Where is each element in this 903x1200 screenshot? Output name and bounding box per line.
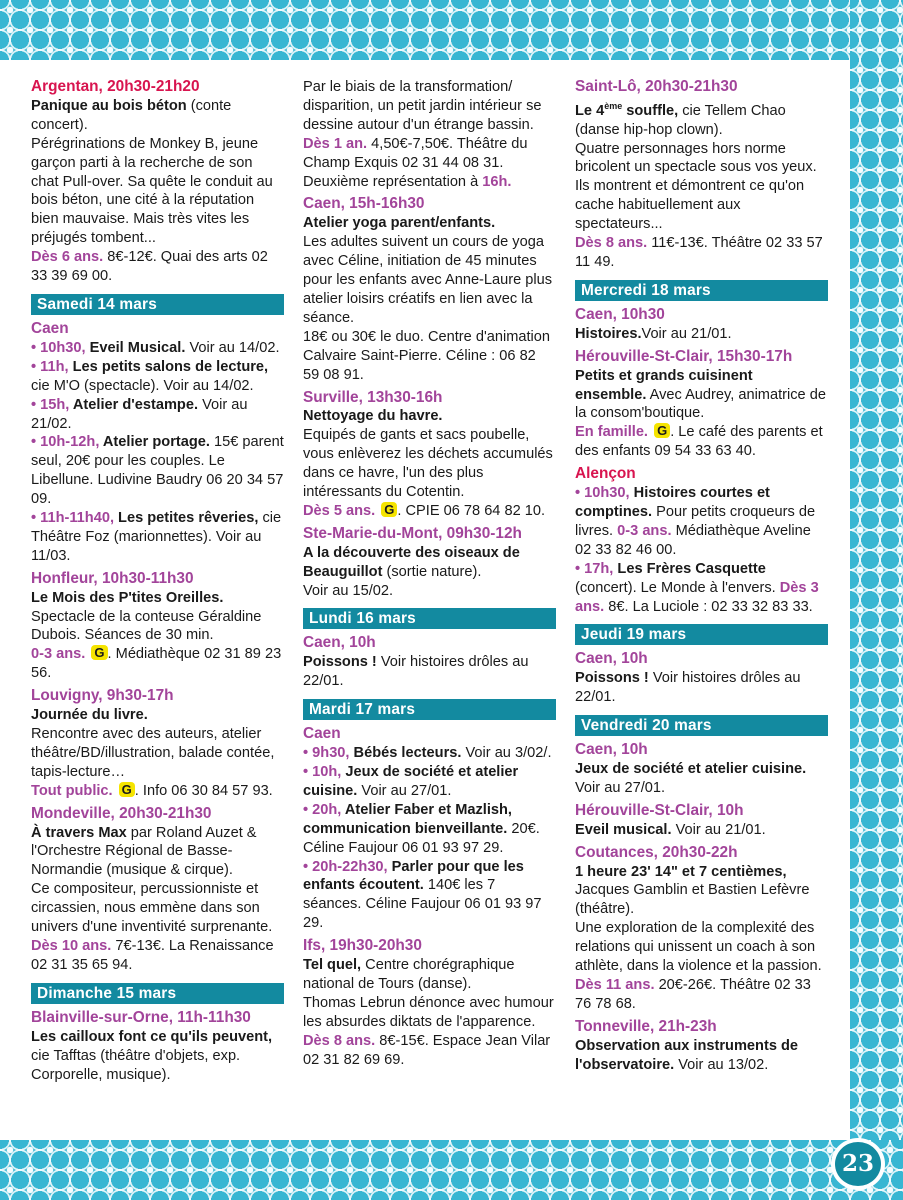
event-place: Hérouville-St-Clair, 15h30-17h [575,347,793,365]
g-badge-icon: G [119,782,135,797]
event-place: Hérouville-St-Clair, 10h [575,801,744,819]
event-place: Caen [31,319,69,337]
event-mondeville: Mondeville, 20h30-21h30 À travers Max par Roland Auzet & l'Orchestre Régional de Basse-Normandie (musique & cirque). Ce compositeur, percussionniste et circassien, nous emmène dans son univers d'une inventivité surprenante. Dès 10 ans. 7€-13€. La Renaissance 02 31 35 65 94. [31,805,284,975]
event-place: Caen, 10h [575,741,648,759]
event-place: Surville, 13h30-16h [303,388,443,406]
event-herouville-vendredi: Hérouville-St-Clair, 10h Eveil musical. Voir au 21/01. [575,802,828,840]
event-caen-mercredi: Caen, 10h30 Histoires.Voir au 21/01. [575,306,828,344]
agenda-column-3 [575,78,828,1079]
event-coutances: Coutances, 20h30-22h 1 heure 23' 14" et 7 centièmes, Jacques Gamblin et Bastien Lefèvre (théâtre). Une exploration de la complexité des relations qui unissent un coach à son athlète, dans la violence et la passion. Dès 11 ans. 20€-26€. Théâtre 02 33 76 78 68. [575,844,828,1014]
event-continued: Par le biais de la transformation/ disparition, un petit jardin intérieur se dessine autour d'un étrange bassin. Dès 1 an. 4,50€-7,50€. Théâtre du Champ Exquis 02 31 44 08 31. Deuxième représentation à 16h. [303,79,542,190]
event-caen-lundi: Caen, 10h Poissons ! Voir histoires drôles au 22/01. [303,634,556,691]
event-place: Alençon [575,465,636,483]
event-caen-samedi: Caen • 10h30, Eveil Musical. Voir au 14/02. • 11h, Les petits salons de lecture, cie M'O (spectacle). Voir au 14/02. • 15h, Atelier d'estampe. Voir au 21/02. • 10h-12h, Atelier portage. 15€ parent seul, 20€ pour les couples. Le Libellune. Ludivine Baudry 06 20 34 57 09. • 11h-11h40, Les petites rêveries, cie Théâtre Foz (marionnettes). Voir au 11/03. [31,319,284,564]
day-header-vendredi: Vendredi 20 mars [575,715,828,736]
event-place: Caen, 10h [303,634,376,652]
event-place: Ste-Marie-du-Mont, 09h30-12h [303,524,522,542]
event-surville: Surville, 13h30-16h Nettoyage du havre. Equipés de gants et sacs poubelle, vous enlèverez les déchets accumulés dans ce havre, l'un des plus intéressants du Cotentin. Dès 5 ans. G . CPIE 06 78 64 82 10. [303,389,556,521]
g-badge-icon: G [381,502,397,517]
event-argentan: Argentan, 20h30-21h20 Panique au bois béton (conte concert). Pérégrinations de Monkey B, jeune garçon parti à la recherche de son chat Pull-over. Sa quête le conduit au bois béton, une cité à la réputation bien mauvaise. Mais très vites les préjugés tombent... Dès 6 ans. 8€-12€. Quai des arts 02 33 39 69 00. [31,78,284,286]
event-louvigny: Louvigny, 9h30-17h Journée du livre. Rencontre avec des auteurs, atelier théâtre/BD/illustration, balade contée, tapis-lecture… Tout public. G . Info 06 30 84 57 93. [31,687,284,800]
day-header-jeudi: Jeudi 19 mars [575,624,828,645]
event-tonneville: Tonneville, 21h-23h Observation aux instruments de l'observatoire. Voir au 13/02. [575,1018,828,1075]
event-place: Mondeville, 20h30-21h30 [31,804,212,822]
decorative-border-bottom [0,1140,903,1200]
event-caen-yoga: Caen, 15h-16h30 Atelier yoga parent/enfants. Les adultes suivent un cours de yoga avec Céline, initiation de 45 minutes pour les enfants avec Anne-Laure plus atelier loisirs créatifs en lien avec la séance. 18€ ou 30€ le duo. Centre d'animation Calvaire Saint-Pierre. Céline : 06 82 59 08 91. [303,195,556,384]
event-alencon: Alençon • 10h30, Histoires courtes et comptines. Pour petits croqueurs de livres. 0-3 ans. Médiathèque Aveline 02 33 82 46 00. • 17h, Les Frères Casquette (concert). Le Monde à l'envers. Dès 3 ans. 8€. La Luciole : 02 33 32 83 33. [575,465,828,616]
event-place: Argentan, 20h30-21h20 [31,78,200,95]
event-place: Caen [303,725,341,743]
event-place: Saint-Lô, 20h30-21h30 [575,78,738,95]
event-herouville-mercredi: Hérouville-St-Clair, 15h30-17h Petits et grands cuisinent ensemble. Avec Audrey, animatrice de la consom'boutique. En famille. G . Le café des parents et des enfants 09 54 33 63 40. [575,348,828,461]
agenda-column-1 [31,78,284,1088]
event-saint-lo: Saint-Lô, 20h30-21h30 Le 4ème souffle, cie Tellem Chao (danse hip-hop clown). Quatre personnages hors norme bricolent un spectacle sous vos yeux. Ils montrent et démontrent ce qu'on cache habituellement aux spectateurs... Dès 8 ans. 11€-13€. Théâtre 02 33 57 11 49. [575,78,828,272]
event-place: Caen, 10h30 [575,305,665,323]
page-number-badge: 23 [831,1138,885,1190]
event-place: Coutances, 20h30-22h [575,843,738,861]
event-ste-marie: Ste-Marie-du-Mont, 09h30-12h A la découverte des oiseaux de Beauguillot (sortie nature). Voir au 15/02. [303,525,556,601]
event-place: Ifs, 19h30-20h30 [303,937,422,955]
event-place: Tonneville, 21h-23h [575,1017,717,1035]
g-badge-icon: G [654,423,670,438]
event-honfleur: Honfleur, 10h30-11h30 Le Mois des P'tites Oreilles. Spectacle de la conteuse Géraldine Dubois. Séances de 30 min. 0-3 ans. G . Médiathèque 02 31 89 23 56. [31,570,284,683]
event-blainville: Blainville-sur-Orne, 11h-11h30 Les cailloux font ce qu'ils peuvent, cie Tafftas (théâtre d'objets, exp. Corporelle, musique). [31,1009,284,1085]
event-ifs: Ifs, 19h30-20h30 Tel quel, Centre chorégraphique national de Tours (danse). Thomas Lebrun dénonce avec humour les absurdes diktats de l'apparence. Dès 8 ans. 8€-15€. Espace Jean Vilar 02 31 82 69 69. [303,937,556,1069]
event-caen-jeudi: Caen, 10h Poissons ! Voir histoires drôles au 22/01. [575,650,828,707]
event-caen-mardi: Caen • 9h30, Bébés lecteurs. Voir au 3/02/. • 10h, Jeux de société et atelier cuisine. Voir au 27/01. • 20h, Atelier Faber et Mazlish, communication bienveillante. 20€. Céline Faujour 06 01 93 97 29. • 20h-22h30, Parler pour que les enfants écoutent. 140€ les 7 séances. Céline Faujour 06 01 93 97 29. [303,725,556,933]
event-place: Honfleur, 10h30-11h30 [31,569,194,587]
day-header-dimanche: Dimanche 15 mars [31,983,284,1004]
day-header-mardi: Mardi 17 mars [303,699,556,720]
day-header-samedi: Samedi 14 mars [31,294,284,315]
day-header-lundi: Lundi 16 mars [303,608,556,629]
event-place: Blainville-sur-Orne, 11h-11h30 [31,1008,251,1026]
g-badge-icon: G [91,645,107,660]
event-place: Caen, 15h-16h30 [303,195,425,213]
agenda-column-2 [303,78,556,1074]
event-place: Caen, 10h [575,650,648,668]
decorative-border-top [0,0,903,60]
event-place: Louvigny, 9h30-17h [31,687,174,705]
day-header-mercredi: Mercredi 18 mars [575,280,828,301]
event-caen-vendredi: Caen, 10h Jeux de société et atelier cuisine. Voir au 27/01. [575,741,828,798]
decorative-border-right [850,0,903,1200]
